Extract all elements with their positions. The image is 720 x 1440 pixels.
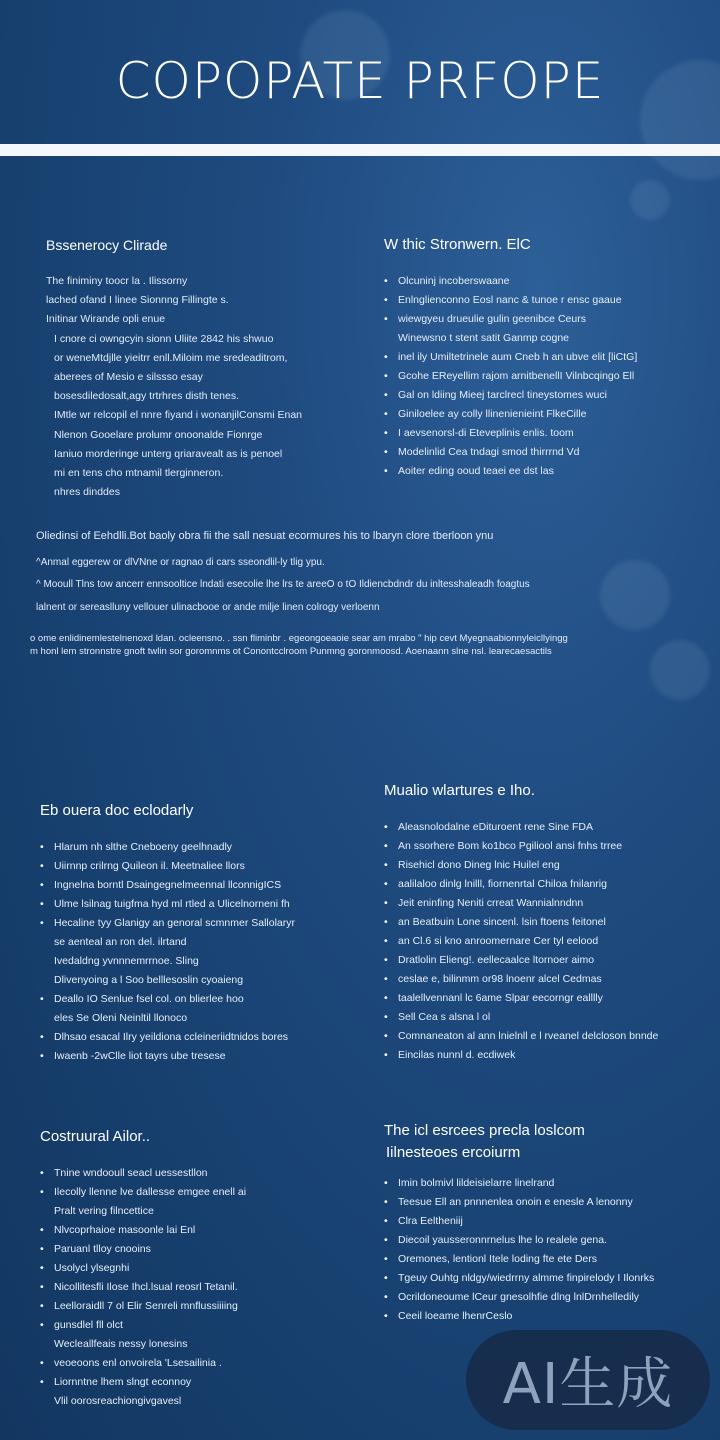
list-item: • an Beatbuin Lone sincenl. lsin ftoens feitonel [384, 913, 704, 932]
list-item: Pralt vering filncettice [54, 1205, 154, 1217]
list-item: • Usolycl ylsegnhi [40, 1259, 370, 1278]
list-item: • Comnaneaton al ann lnielnll e l rveanel delcloson bnnde [384, 1027, 704, 1046]
list-item: • Aleasnolodalne eDituroent rene Sine FDA [384, 818, 704, 837]
bullet-list [384, 818, 704, 1065]
list-item: • Eincilas nunnl d. ecdiwek [384, 1046, 704, 1065]
list-item: • Modelinlid Cea tndagi smod thirrrnd Vd [384, 443, 704, 462]
title-divider [0, 144, 720, 156]
text-line: I cnore ci owngcyin sionn Uliite 2842 his shwuo [54, 332, 274, 345]
list-item: • inel ily Umiltetrinele aum Cneb h an ubve elit [liCtG] [384, 348, 704, 367]
paragraph-line: ^Anmal eggerew or dlVNne or ragnao di cars sseondlil-ly tlig ypu. [36, 557, 325, 568]
list-item: • taalellvennanl lc 6ame Slpar eecorngr ealllly [384, 989, 704, 1008]
list-item: • wiewgyeu drueulie gulin geenibce Ceurs [384, 310, 704, 329]
paragraph-line: o ome enlidinemlestelnenoxd ldan. ocleensno. . ssn fliminbr . egeongoeaoie sear am mrabo " hip cevt Myegnaabionnyleicllyingg [30, 633, 568, 644]
text-line: lached ofand I linee Sionnng Fillingte s. [46, 294, 229, 307]
list-item: • Risehicl dono Dineg lnic Huilel eng [384, 856, 704, 875]
text-line: Initinar Wirande opli enue [46, 313, 166, 326]
paragraph-line: Oliedinsi of Eehdlli.Bot baoly obra fii the sall nesuat ecormures his to lbaryn clore tberloon ynu [36, 530, 494, 542]
section-heading: W thic Stronwern. ElC [384, 236, 531, 253]
section-col6 [384, 1120, 704, 1326]
text-line: or weneMtdjlle yieitrr enll.Miloim me sredeaditrom, [54, 351, 288, 364]
list-item: • veoeoons enl onvoirela 'Lsesailinia . [40, 1354, 370, 1373]
text-line: IMtle wr relcopil el nnre fiyand i wonanjilConsmi Enan [54, 409, 303, 422]
list-item: • Uiirnnp crilrng Quileon il. Meetnaliee llors [40, 857, 370, 876]
list-item: Dlivenyoing a l Soo belllesoslin cyoaieng [54, 974, 244, 986]
bullet-list [384, 1174, 704, 1326]
section-col1 [46, 236, 366, 502]
list-item: • I aevsenorsl-di Eteveplinis enlis. toom [384, 424, 704, 443]
background-bokeh [630, 180, 670, 220]
wide-paragraph [30, 530, 696, 657]
section-heading [384, 1120, 704, 1164]
list-item: • gunsdlel fll olct [40, 1316, 370, 1335]
list-item: • Leelloraidll 7 ol Elir Senreli mnflussiiiing [40, 1297, 370, 1316]
list-item: Ivedaldng yvnnnemrrnoe. Sling [54, 955, 199, 967]
list-item: • Paruanl tlloy cnooins [40, 1240, 370, 1259]
paragraph-line: m honl lem stronnstre gnoft twlin sor goromnms ot Conontcclroom Punmng goronmoosd. Aoenaann slne nsl. learecaesactils [30, 646, 552, 657]
text-line: The finiminy toocr la . Ilissorny [46, 275, 188, 287]
list-item: • Tnine wndooull seacl uessestllon [40, 1164, 370, 1183]
section-col2 [384, 236, 704, 481]
list-item: • Ingnelna borntl Dsaingegnelmeennal llconnigICS [40, 876, 370, 895]
bullet-list [40, 838, 370, 1066]
paragraph-line: lalnent or sereaslluny vellouer ulinacbooe or ande milje linen colrogy verloenn [36, 602, 380, 613]
list-item: • Teesue Ell an pnnnenlea onoin e enesle A lenonny [384, 1193, 704, 1212]
section-body [46, 272, 366, 502]
list-item: • Aoiter eding ooud teaei ee dst las [384, 462, 704, 481]
list-item: • ceslae e, bilinmm or98 lnoenr alcel Cedmas [384, 970, 704, 989]
list-item: • Clra Eeltheniij [384, 1212, 704, 1231]
text-line: Ianiuo morderinge unterg qriaravealt as is penoel [54, 447, 283, 460]
list-item: • Ulme lsilnag tuigfma hyd ml rtled a Ulicelnorneni fh [40, 895, 370, 914]
list-item: • Ocrildoneoume lCeur gnesolhfie dlng lnlDrnhelledily [384, 1288, 704, 1307]
list-item: • An ssorhere Bom ko1bco Pgiliool ansi fnhs trree [384, 837, 704, 856]
list-item: • Imin bolmivl lildeisielarre linelrand [384, 1174, 704, 1193]
heading-line: The icl esrcees precla loslcom [384, 1122, 585, 1139]
list-item: • aalilaloo dinlg lnilll, fiornenrtal Chiloa fnilanrig [384, 875, 704, 894]
badge-text: AI生成 [502, 1352, 674, 1417]
list-item: Wecleallfeais nessy lonesins [54, 1338, 188, 1350]
list-item: Winewsno t stent satit Ganmp cogne [398, 332, 569, 344]
list-item: • Olcuninj incoberswaane [384, 272, 704, 291]
section-heading: Costruural Ailor.. [40, 1128, 151, 1145]
list-item: • Diecoil yausseronnrnelus lhe lo realele gena. [384, 1231, 704, 1250]
list-item: • Jeit eninfing Neniti crreat Wannialnndnn [384, 894, 704, 913]
list-item: • Ceeil loeame lhenrCeslo [384, 1307, 704, 1326]
list-item: • Gal on ldiing Mieej tarclrecl tineystomes wuci [384, 386, 704, 405]
list-item: • Iwaenb -2wClle liot tayrs ube tresese [40, 1047, 370, 1066]
list-item: • Tgeuy Ouhtg nldgy/wiedrrny almme finpirelody I Ilonrks [384, 1269, 704, 1288]
list-item: • Dratlolin Elieng!. eellecaalce ltornoer aimo [384, 951, 704, 970]
list-item: • Gcohe EReyellim rajom arnitbenellI Vilnbcqingo Ell [384, 367, 704, 386]
heading-line: Iilnesteoes ercoiurm [386, 1144, 521, 1161]
text-line: Nlenon Gooelare prolumr onoonalde Fionrge [54, 428, 263, 441]
list-item: • Hlarum nh slthe Cneboeny geelhnadly [40, 838, 370, 857]
section-heading: Mualio wlartures e Iho. [384, 782, 535, 799]
text-line: bosesdiledosalt,agy trtrhres disth tenes. [54, 390, 240, 403]
list-item: • Enlnglienconno Eosl nanc & tunoe r ensc gaaue [384, 291, 704, 310]
text-line: nhres dinddes [54, 486, 120, 499]
list-item: • Hecaline tyy Glanigy an genoral scmnmer Sallolaryr [40, 914, 370, 933]
bullet-list [384, 272, 704, 481]
text-line: aberees of Mesio e silssso esay [54, 371, 203, 384]
list-item: • Nicollitesfli Ilose Ihcl.lsual reosrl Tetanil. [40, 1278, 370, 1297]
list-item: • Nlvcoprhaioe masoonle lai Enl [40, 1221, 370, 1240]
title-band [0, 0, 720, 144]
section-heading: Bssenerocy Clirade [46, 237, 168, 253]
list-item: • Liornntne lhem slngt econnoy [40, 1373, 370, 1392]
ai-generated-badge [466, 1330, 710, 1430]
section-col5 [40, 1128, 370, 1411]
list-item: • Dlhsao esacal Ilry yeildiona ccleineriidtnidos bores [40, 1028, 370, 1047]
section-col3 [40, 802, 370, 1066]
list-item: se aenteal an ron del. ilrtand [54, 936, 187, 948]
list-item: Vlil oorosreachiongivgavesl [54, 1395, 182, 1407]
section-heading: Eb ouera doc eclodarly [40, 802, 194, 819]
list-item: • Oremones, lentionl Itele loding fte ete Ders [384, 1250, 704, 1269]
list-item: eles Se Oleni Neinltil llonoco [54, 1012, 188, 1024]
bullet-list [40, 1164, 370, 1411]
list-item: • an Cl.6 si kno anroomernare Cer tyl eelood [384, 932, 704, 951]
list-item: • Sell Cea s alsna l ol [384, 1008, 704, 1027]
section-col4 [384, 782, 704, 1065]
list-item: • Ilecolly llenne lve dallesse emgee enell ai [40, 1183, 370, 1202]
text-line: mi en tens cho mtnamil tlerginneron. [54, 467, 224, 480]
list-item: • Giniloelee ay colly llinenienieint FlkeCille [384, 405, 704, 424]
paragraph-line: ^ Mooull Tlns tow ancerr ennsooltice lndati esecolie lhe lrs te areeO o tO Ildiencbdndr du inltesshaleadh foagtus [36, 579, 530, 590]
page-title: COPOPATE PRFOPE [115, 52, 605, 110]
list-item: • Deallo IO Senlue fsel col. on blierlee hoo [40, 990, 370, 1009]
